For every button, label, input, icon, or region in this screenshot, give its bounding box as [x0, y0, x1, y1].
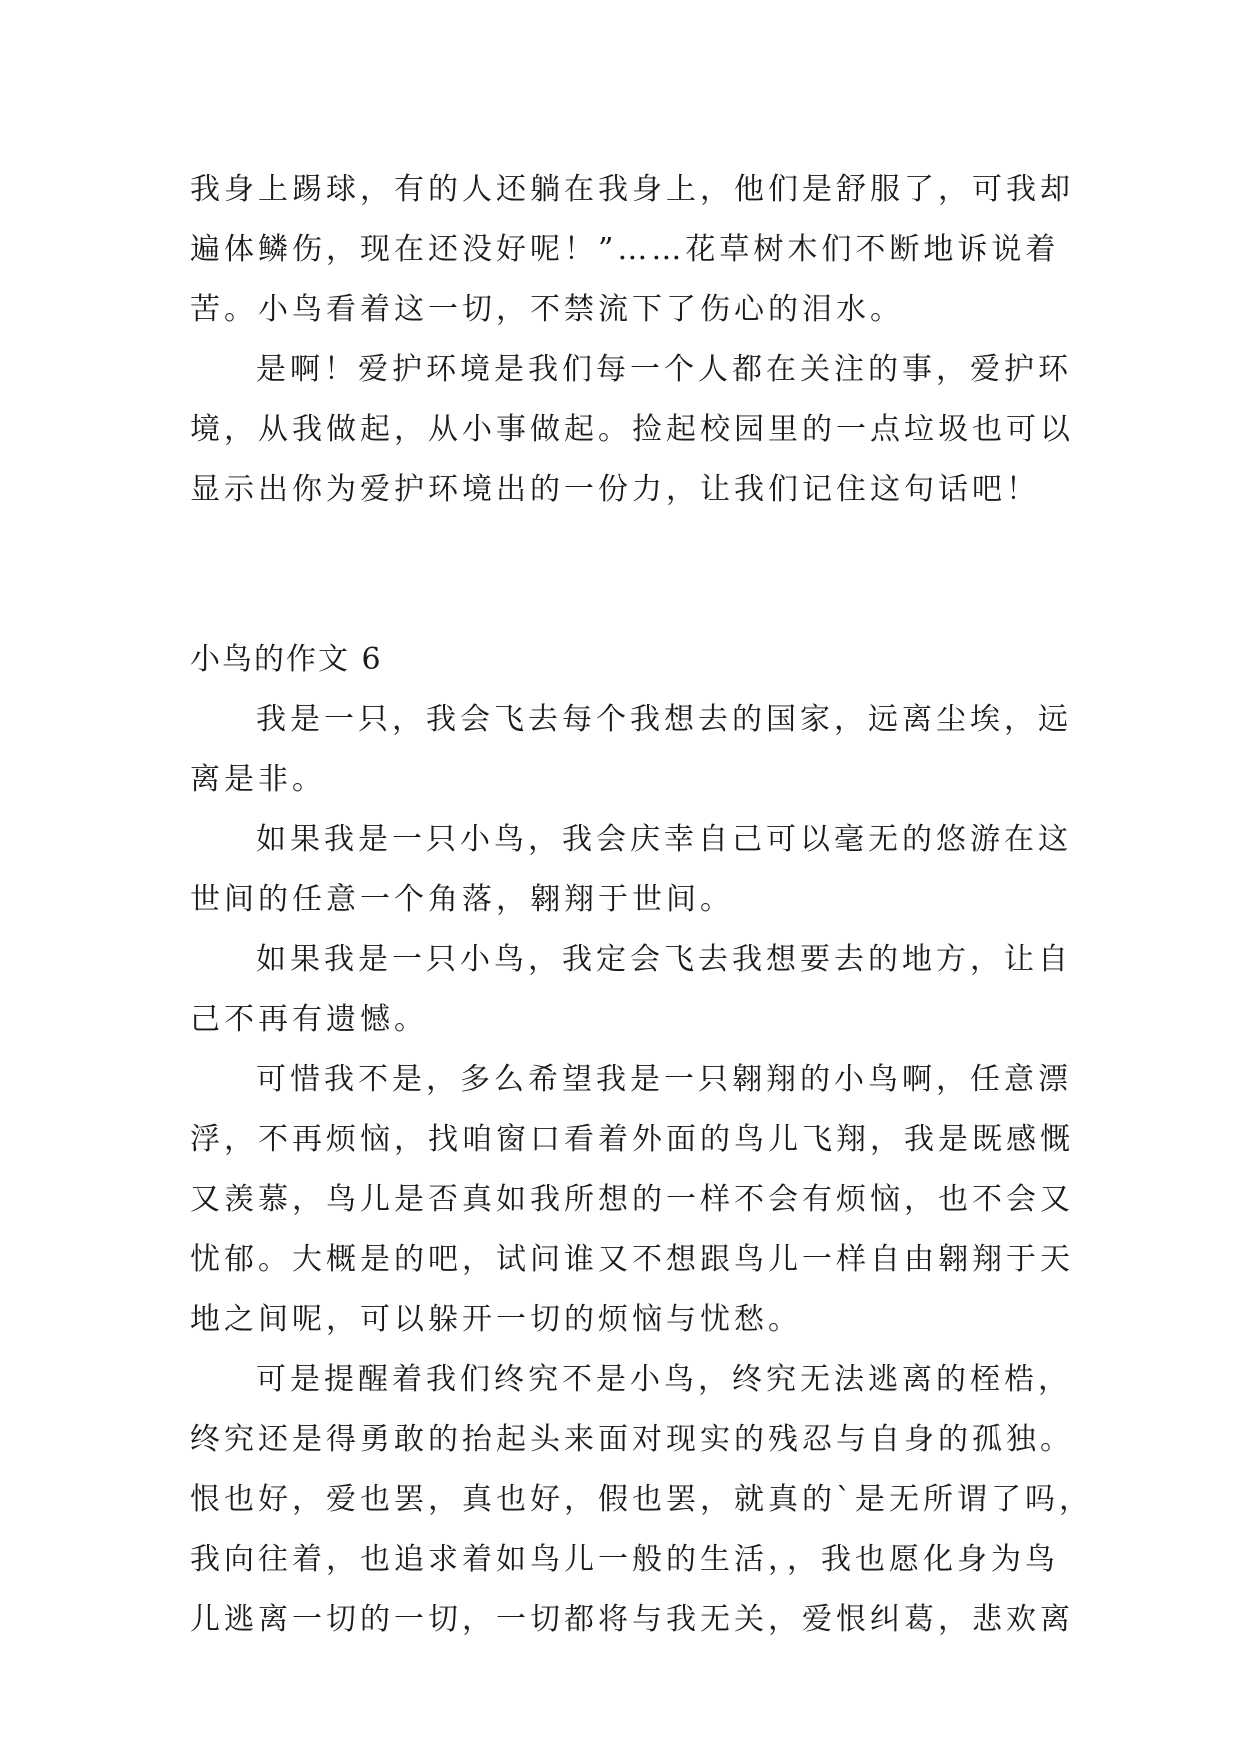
text-line: 苦。小鸟看着这一切，不禁流下了伤心的泪水。: [190, 292, 904, 327]
text-line: 地之间呢，可以躲开一切的烦恼与忧愁。: [190, 1302, 802, 1337]
text-line: 是啊！爱护环境是我们每一个人都在关注的事，爱护环: [256, 352, 1072, 387]
text-line: 可是提醒着我们终究不是小鸟，终究无法逃离的桎梏，: [256, 1362, 1072, 1397]
text-line: 我身上踢球，有的人还躺在我身上，他们是舒服了，可我却: [190, 172, 1074, 207]
text-line: 遍体鳞伤，现在还没好呢！”……花草树木们不断地诉说着: [190, 232, 1060, 267]
section-gap: [190, 520, 1050, 630]
text-line: 如果我是一只小鸟，我会庆幸自己可以毫无的悠游在这: [256, 822, 1072, 857]
text-line: 又羡慕，鸟儿是否真如我所想的一样不会有烦恼，也不会又: [190, 1182, 1074, 1217]
text-line: 我是一只，我会飞去每个我想去的国家，远离尘埃，远: [256, 702, 1072, 737]
text-line: 可惜我不是，多么希望我是一只翱翔的小鸟啊，任意漂: [256, 1062, 1072, 1097]
text-line: 儿逃离一切的一切，一切都将与我无关，爱恨纠葛，悲欢离: [190, 1602, 1074, 1637]
text-line: 境，从我做起，从小事做起。捡起校园里的一点垃圾也可以: [190, 412, 1074, 447]
text-line: 世间的任意一个角落，翱翔于世间。: [190, 882, 734, 917]
text-line: 浮，不再烦恼，找咱窗口看着外面的鸟儿飞翔，我是既感慨: [190, 1122, 1074, 1157]
text-line: 离是非。: [190, 762, 326, 797]
text-line: 如果我是一只小鸟，我定会飞去我想要去的地方，让自: [256, 942, 1072, 977]
text-line: 终究还是得勇敢的抬起头来面对现实的残忍与自身的孤独。: [190, 1422, 1074, 1457]
text-line: 己不再有遗憾。: [190, 1002, 428, 1037]
section-title: 小鸟的作文 6: [190, 642, 383, 677]
text-line: 恨也好，爱也罢，真也好，假也罢，就真的`是无所谓了吗，: [190, 1482, 1093, 1517]
text-line: 忧郁。大概是的吧，试问谁又不想跟鸟儿一样自由翱翔于天: [190, 1242, 1074, 1277]
text-line: 我向往着，也追求着如鸟儿一般的生活，，我也愿化身为鸟: [190, 1542, 1059, 1577]
document-body: [190, 160, 1093, 1650]
text-line: 显示出你为爱护环境出的一份力，让我们记住这句话吧！: [190, 472, 1040, 507]
